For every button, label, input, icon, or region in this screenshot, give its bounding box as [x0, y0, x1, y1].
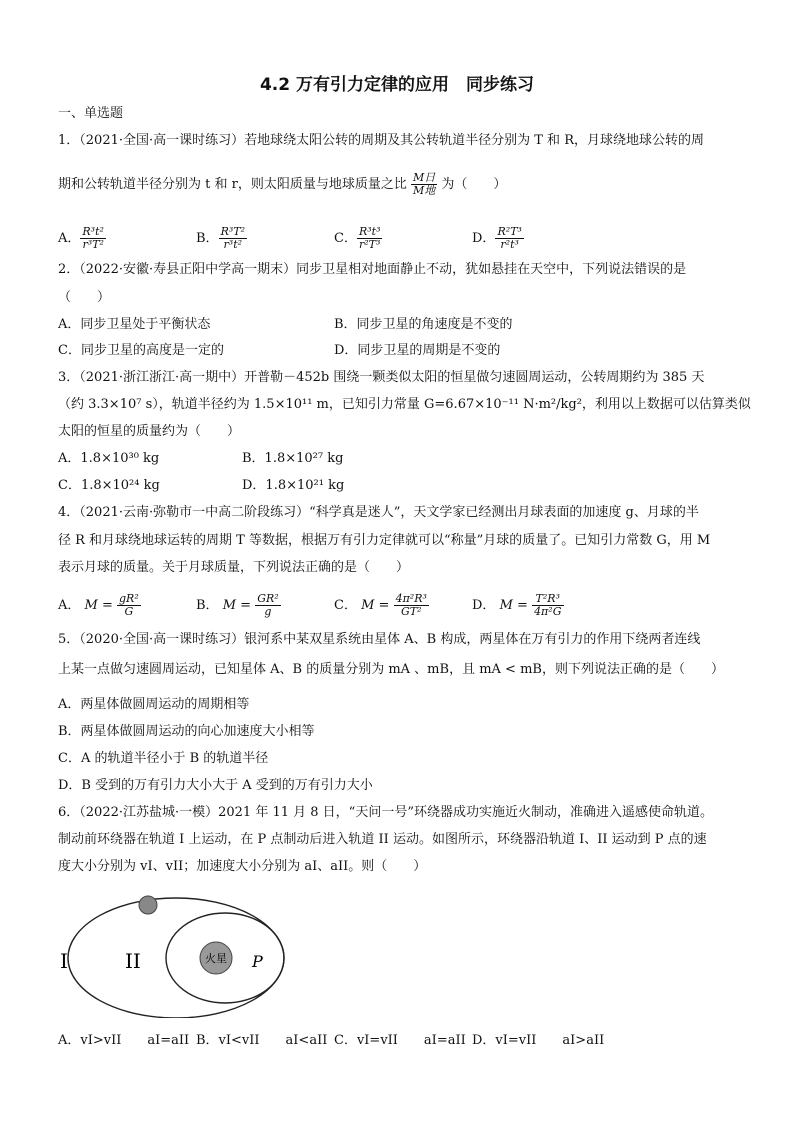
- q5-option-c[interactable]: C．A 的轨道半径小于 B 的轨道半径: [58, 751, 269, 766]
- q6-line3: 度大小分别为 vI、vII；加速度大小分别为 aI、aII。则（ ）: [58, 859, 427, 874]
- q3-option-a[interactable]: A．1.8×10³⁰ kg: [58, 451, 160, 466]
- q2-option-a[interactable]: A．同步卫星处于平衡状态: [58, 317, 211, 332]
- q1-option-c-den: r²T³: [359, 238, 381, 251]
- q4-line3: 表示月球的质量。关于月球质量，下列说法正确的是（ ）: [58, 560, 410, 575]
- q4-option-d[interactable]: [472, 593, 564, 618]
- orbiter: [139, 896, 157, 914]
- q2-option-c[interactable]: C．同步卫星的高度是一定的: [58, 343, 224, 358]
- q3-line3: 太阳的恒星的质量约为（ ）: [58, 424, 241, 439]
- q1-option-a-label: A．: [58, 231, 81, 246]
- q1-option-b-label: B．: [196, 231, 219, 246]
- q1-option-d-den: r²t³: [500, 238, 519, 251]
- q4-line2: 径 R 和月球绕地球运转的周期 T 等数据，根据万有引力定律就可以“称量”月球的质量了。已知引力常数 G，用 M: [58, 533, 711, 548]
- q1-ratio: [411, 172, 437, 197]
- q3-line1: 3．（2021·浙江浙江·高一期中）开普勒－452b 围绕一颗类似太阳的恒星做匀速圆周运动，公转周期约为 385 天: [58, 370, 705, 385]
- q6-option-a[interactable]: A．vI>vII aI=aII: [58, 1033, 190, 1048]
- q1-option-c[interactable]: [334, 226, 382, 251]
- q3-option-c[interactable]: C．1.8×10²⁴ kg: [58, 478, 160, 493]
- page-title: 4.2 万有引力定律的应用 同步练习: [259, 75, 535, 95]
- q1-ratio-den: M地: [412, 184, 436, 197]
- point-p-label: P: [252, 952, 263, 971]
- q4-option-d-den: 4π²G: [534, 605, 562, 618]
- q6-option-d[interactable]: D．vI=vII aI>aII: [472, 1033, 605, 1048]
- q4-option-c[interactable]: [334, 593, 429, 618]
- q2-line2: （ ）: [58, 290, 111, 305]
- q4-option-c-lhs: M =: [361, 598, 390, 613]
- q5-line2: 上某一点做匀速圆周运动，已知星体 A、B 的质量分别为 mA 、mB，且 mA < mB，则下列说法正确的是（ ）: [58, 662, 724, 677]
- q4-option-a-label: A．: [58, 598, 81, 613]
- q5-line1: 5．（2020·全国·高一课时练习）银河系中某双星系统由星体 A、B 构成，两星体在万有引力的作用下绕两者连线: [58, 632, 701, 647]
- q4-option-b-num: GR²: [257, 592, 279, 605]
- q6-option-c[interactable]: C．vI=vII aI=aII: [334, 1033, 466, 1048]
- q2-option-b[interactable]: B．同步卫星的角速度是不变的: [334, 317, 513, 332]
- q4-option-a-num: gR²: [119, 592, 139, 605]
- q3-line2: （约 3.3×10⁷ s），轨道半径约为 1.5×10¹¹ m，已知引力常量 G=6.67×10⁻¹¹ N·m²/kg²，利用以上数据可以估算类似: [58, 397, 751, 412]
- q1-line1: 1．（2021·全国·高一课时练习）若地球绕太阳公转的周期及其公转轨道半径分别为 T 和 R，月球绕地球公转的周: [58, 133, 704, 148]
- orbit-2-label: II: [125, 949, 141, 973]
- q4-option-d-label: D．: [472, 598, 496, 613]
- q2-option-d[interactable]: D．同步卫星的周期是不变的: [334, 343, 501, 358]
- q1-option-a-den: r³T²: [82, 238, 104, 251]
- q1-option-b-den: r³t²: [223, 238, 243, 251]
- q3-option-d[interactable]: D．1.8×10²¹ kg: [242, 478, 345, 493]
- q1-line2: [58, 172, 506, 197]
- section-heading: 一、单选题: [58, 106, 124, 121]
- q1-option-d-label: D．: [472, 231, 496, 246]
- q4-option-d-num: T²R³: [532, 593, 563, 606]
- q4-option-a[interactable]: [58, 593, 141, 618]
- q4-option-a-den: G: [124, 605, 134, 618]
- q2-line1: 2．（2022·安徽·寿县正阳中学高一期末）同步卫星相对地面静止不动，犹如悬挂在天空中，下列说法错误的是: [58, 262, 687, 277]
- q1-option-b-num: R³T²: [220, 225, 246, 238]
- q4-option-d-lhs: M =: [499, 598, 528, 613]
- q1-line2b: 为（ ）: [441, 177, 507, 192]
- q1-option-c-label: C．: [334, 231, 357, 246]
- q4-line1: 4．（2021·云南·弥勒市一中高二阶段练习）“科学真是迷人”，天文学家已经测出月球表面的加速度 g、月球的半: [58, 505, 699, 520]
- orbit-1-label: I: [60, 949, 68, 973]
- q1-line2a: 期和公转轨道半径分别为 t 和 r，则太阳质量与地球质量之比: [58, 177, 407, 192]
- orbit-diagram: [50, 888, 290, 1018]
- q1-ratio-num: M日: [412, 171, 436, 184]
- q4-option-c-num: 4π²R³: [395, 592, 427, 605]
- q4-option-c-label: C．: [334, 598, 357, 613]
- q1-option-b[interactable]: [196, 226, 247, 251]
- q1-option-d[interactable]: [472, 226, 524, 251]
- q1-option-c-num: R³t³: [358, 225, 381, 238]
- q1-option-a[interactable]: [58, 226, 106, 251]
- q1-option-a-num: R³t²: [82, 225, 104, 238]
- q6-option-b[interactable]: B．vI<vII aI<aII: [196, 1033, 328, 1048]
- q4-option-b-label: B．: [196, 598, 219, 613]
- q5-option-a[interactable]: A．两星体做圆周运动的周期相等: [58, 697, 250, 712]
- q5-option-d[interactable]: D．B 受到的万有引力大小大于 A 受到的万有引力大小: [58, 778, 373, 793]
- q4-option-a-lhs: M =: [84, 598, 113, 613]
- q6-line2: 制动前环绕器在轨道 I 上运动，在 P 点制动后进入轨道 II 运动。如图所示，环绕器沿轨道 I、II 运动到 P 点的速: [58, 832, 707, 847]
- q4-option-b[interactable]: [196, 593, 281, 618]
- mars-label: 火星: [205, 952, 227, 965]
- q4-option-b-lhs: M =: [222, 598, 252, 613]
- q4-option-c-den: GT²: [400, 605, 422, 618]
- q5-option-b[interactable]: B．两星体做圆周运动的向心加速度大小相等: [58, 724, 315, 739]
- q4-option-b-den: g: [264, 605, 272, 618]
- q3-option-b[interactable]: B．1.8×10²⁷ kg: [242, 451, 344, 466]
- q6-line1: 6．（2022·江苏盐城·一模）2021 年 11 月 8 日，“天问一号”环绕器成功实施近火制动，准确进入遥感使命轨道。: [58, 805, 713, 820]
- q1-option-d-num: R²T³: [497, 225, 522, 238]
